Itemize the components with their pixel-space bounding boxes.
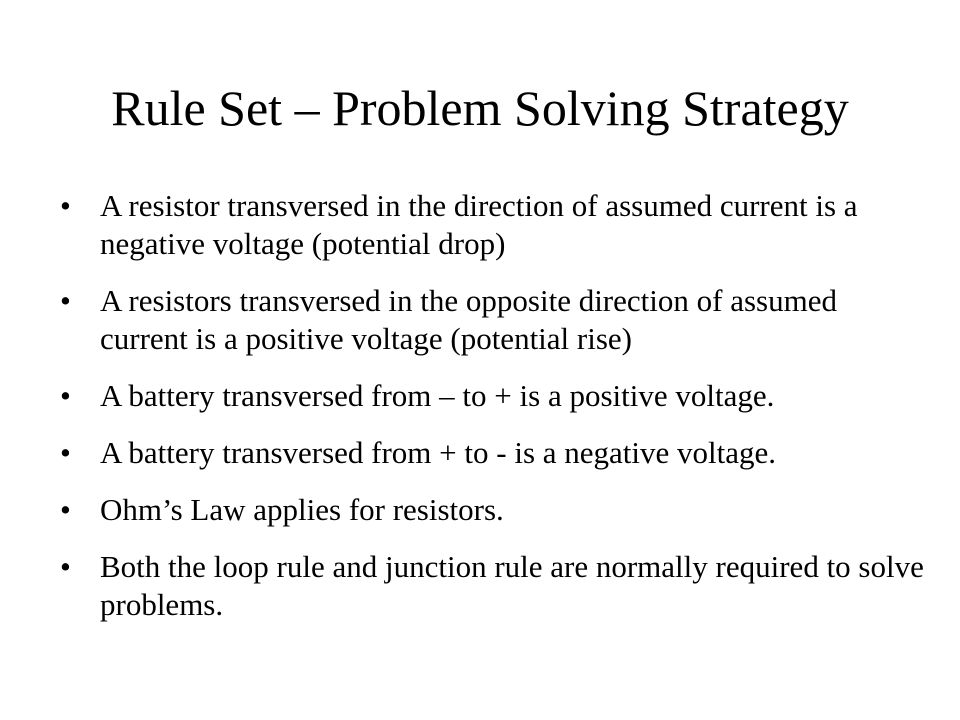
bullet-item (60, 434, 930, 472)
bullet-text: Ohm’s Law applies for resistors. (100, 492, 504, 527)
bullet-item (60, 187, 930, 263)
bullet-text: A resistor transversed in the direction of assumed current is a negative voltage (potential drop) (100, 188, 858, 261)
bullet-icon: • (60, 188, 71, 223)
bullet-text: A battery transversed from + to - is a negative voltage. (100, 435, 777, 470)
bullet-text: A resistors transversed in the opposite direction of assumed current is a positive voltage (potential rise) (100, 283, 837, 356)
bullet-list (60, 187, 930, 643)
slide-title: Rule Set – Problem Solving Strategy (111, 80, 849, 136)
bullet-icon: • (60, 378, 71, 413)
bullet-icon: • (60, 435, 71, 470)
bullet-icon: • (60, 492, 71, 527)
bullet-item (60, 377, 930, 415)
bullet-icon: • (60, 283, 71, 318)
bullet-item (60, 548, 930, 624)
bullet-text: A battery transversed from – to + is a positive voltage. (100, 378, 775, 413)
bullet-text: Both the loop rule and junction rule are normally required to solve problems. (100, 549, 924, 622)
bullet-item (60, 491, 930, 529)
bullet-item (60, 282, 930, 358)
bullet-icon: • (60, 549, 71, 584)
